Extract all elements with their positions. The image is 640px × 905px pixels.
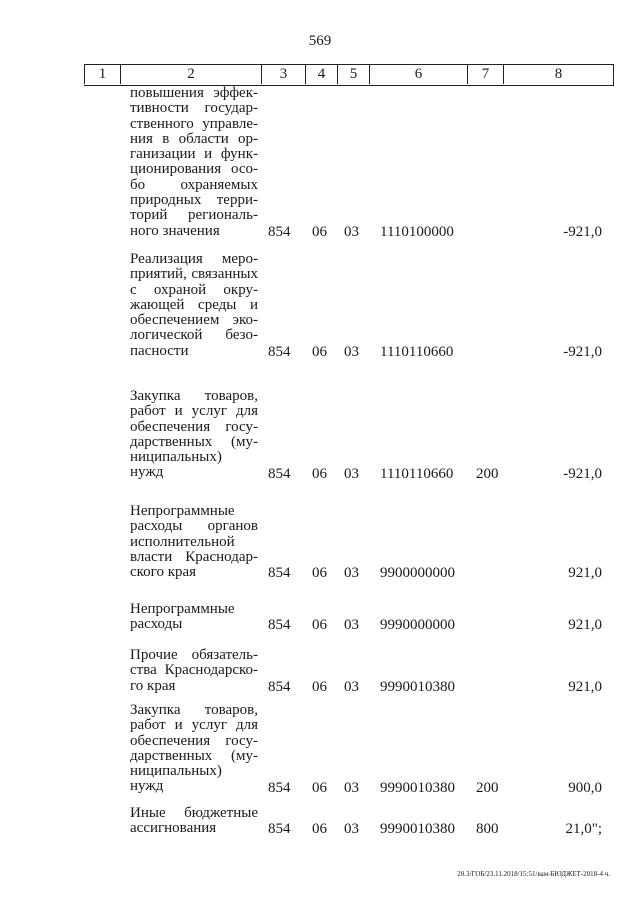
row-description <box>130 602 258 633</box>
cell-col-4: 06 <box>312 779 327 796</box>
description-line: обеспечением эко- <box>130 312 258 329</box>
row-description <box>130 806 258 837</box>
header-cell-8: 8 <box>503 64 613 84</box>
description-line: дарственных (му- <box>130 747 258 764</box>
cell-col-5: 03 <box>344 223 359 240</box>
description-line: нужд <box>130 464 164 481</box>
cell-col-8: 921,0 <box>568 565 602 582</box>
cell-col-7: 200 <box>476 465 499 482</box>
description-line: приятий, связанных <box>130 266 258 283</box>
cell-col-3: 854 <box>268 465 291 482</box>
description-line: Закупка товаров, <box>130 388 258 404</box>
cell-col-8: 21,0"; <box>565 821 602 838</box>
description-line: тивности государ- <box>130 100 258 117</box>
cell-col-3: 854 <box>268 821 291 838</box>
description-line: расходы <box>130 616 183 633</box>
description-line: власти Краснодар- <box>130 548 258 565</box>
row-description <box>130 389 258 481</box>
footer-stamp: 20.3/ГОБ/23.11.2018/15:51/вам-БЮДЖЕТ-2018-4 ч. <box>457 870 610 878</box>
description-line: ского края <box>130 564 197 581</box>
header-cell-5: 5 <box>337 64 369 84</box>
row-description <box>130 86 258 239</box>
description-line: Непрограммные <box>130 601 235 617</box>
header-cell-7: 7 <box>467 64 503 84</box>
cell-col-5: 03 <box>344 465 359 482</box>
cell-col-3: 854 <box>268 617 291 634</box>
description-line: ственного управле- <box>130 115 258 132</box>
description-line: ниципальных) <box>130 449 222 466</box>
cell-col-6: 1110100000 <box>380 223 454 240</box>
description-line: обеспечения госу- <box>130 418 258 435</box>
header-cell-3: 3 <box>261 64 305 84</box>
cell-col-4: 06 <box>312 465 327 482</box>
description-line: работ и услуг для <box>130 403 258 420</box>
cell-col-4: 06 <box>312 565 327 582</box>
description-line: ния в области ор- <box>130 130 258 147</box>
cell-col-5: 03 <box>344 617 359 634</box>
description-line: дарственных (му- <box>130 433 258 450</box>
description-line: с охраной окру- <box>130 281 258 298</box>
description-line: ниципальных) <box>130 763 222 780</box>
cell-col-6: 9990010380 <box>380 821 455 838</box>
cell-col-3: 854 <box>268 223 291 240</box>
cell-col-5: 03 <box>344 821 359 838</box>
description-line: повышения эффек- <box>130 85 258 101</box>
description-line: ного значения <box>130 222 220 239</box>
cell-col-5: 03 <box>344 565 359 582</box>
row-description <box>130 252 258 359</box>
header-cell-1: 1 <box>84 64 120 84</box>
cell-col-3: 854 <box>268 779 291 796</box>
cell-col-6: 1110110660 <box>380 343 454 360</box>
page-number: 569 <box>308 33 332 49</box>
cell-col-5: 03 <box>344 343 359 360</box>
description-line: обеспечения госу- <box>130 732 258 749</box>
cell-col-4: 06 <box>312 617 327 634</box>
header-right-border <box>613 64 614 85</box>
cell-col-4: 06 <box>312 821 327 838</box>
cell-col-4: 06 <box>312 678 327 695</box>
description-line: ганизации и функ- <box>130 146 258 163</box>
description-line: исполнительной <box>130 533 235 550</box>
header-cell-4: 4 <box>305 64 337 84</box>
description-line: Непрограммные <box>130 503 235 519</box>
cell-col-8: -921,0 <box>563 343 602 360</box>
cell-col-4: 06 <box>312 223 327 240</box>
cell-col-8: -921,0 <box>563 465 602 482</box>
description-line: Иные бюджетные <box>130 805 258 821</box>
cell-col-8: 900,0 <box>568 779 602 796</box>
cell-col-3: 854 <box>268 565 291 582</box>
description-line: расходы органов <box>130 518 258 535</box>
cell-col-6: 1110110660 <box>380 465 454 482</box>
description-line: природных терри- <box>130 192 258 209</box>
cell-col-8: 921,0 <box>568 678 602 695</box>
description-line: ционирования осо- <box>130 161 258 178</box>
cell-col-8: -921,0 <box>563 223 602 240</box>
description-line: жающей среды и <box>130 296 258 313</box>
cell-col-7: 800 <box>476 821 499 838</box>
description-line: го края <box>130 677 176 694</box>
cell-col-6: 9990010380 <box>380 779 455 796</box>
description-line: бо охраняемых <box>130 176 258 193</box>
description-line: ства Краснодарско- <box>130 662 258 679</box>
cell-col-8: 921,0 <box>568 617 602 634</box>
header-cell-2: 2 <box>120 64 261 84</box>
cell-col-6: 9990010380 <box>380 678 455 695</box>
cell-col-6: 9900000000 <box>380 565 455 582</box>
description-line: работ и услуг для <box>130 717 258 734</box>
cell-col-6: 9990000000 <box>380 617 455 634</box>
cell-col-3: 854 <box>268 678 291 695</box>
cell-col-4: 06 <box>312 343 327 360</box>
header-cell-6: 6 <box>369 64 467 84</box>
cell-col-3: 854 <box>268 343 291 360</box>
description-line: пасности <box>130 342 189 359</box>
description-line: Прочие обязатель- <box>130 647 258 663</box>
description-line: нужд <box>130 778 164 795</box>
row-description <box>130 703 258 795</box>
description-line: Реализация меро- <box>130 251 258 267</box>
description-line: торий региональ- <box>130 207 258 224</box>
row-description <box>130 648 258 694</box>
cell-col-5: 03 <box>344 779 359 796</box>
row-description <box>130 504 258 580</box>
description-line: логической безо- <box>130 327 258 344</box>
cell-col-7: 200 <box>476 779 499 796</box>
cell-col-5: 03 <box>344 678 359 695</box>
description-line: Закупка товаров, <box>130 702 258 718</box>
description-line: ассигнования <box>130 820 217 837</box>
